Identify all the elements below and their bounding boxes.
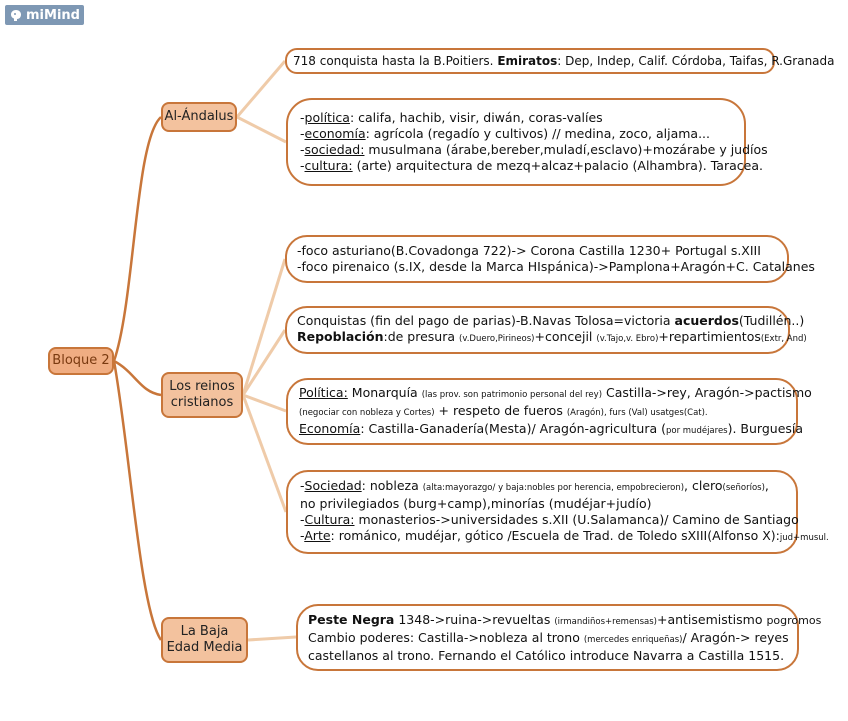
root-node-bloque-2[interactable]	[48, 347, 114, 375]
text-segment: -foco asturiano(B.Covadonga 722)-> Corona Castilla 1230+ Portugal s.XIII	[297, 243, 761, 258]
branch-connector-baja-edad	[114, 361, 161, 640]
leaf-text-line	[300, 142, 768, 158]
branch-node-baja-edad-media[interactable]	[161, 617, 248, 663]
text-segment: -	[300, 158, 305, 173]
text-segment: (alta:mayorazgo/ y baja:nobles por herencia, empobrecieron)	[422, 483, 685, 493]
leaf-text-line	[308, 630, 787, 648]
branch-node-al-andalus[interactable]	[161, 102, 237, 132]
text-segment: (arte) arquitectura de mezq+alcaz+palacio (Alhambra). Taracea.	[352, 158, 763, 173]
leaf-node-emiratos[interactable]	[285, 48, 835, 74]
leaf-text-line	[297, 259, 815, 275]
leaf-text-line	[300, 496, 784, 512]
text-segment: ,	[764, 478, 769, 493]
text-segment: jud+musul.	[779, 533, 829, 543]
leaf-text-line	[299, 403, 785, 421]
text-segment: :de presura	[383, 329, 460, 344]
leaf-text-line	[293, 53, 835, 69]
leaf-text-line	[300, 126, 732, 142]
branch-label-line: La Baja	[180, 624, 229, 639]
text-segment: -	[300, 126, 305, 141]
text-segment: -	[300, 142, 305, 157]
branch-label-line: Los reinos	[169, 379, 235, 394]
leaf-text-line	[300, 512, 799, 528]
leaf-connector-3	[243, 259, 285, 395]
root-label: Bloque 2	[52, 353, 110, 368]
text-segment: castellanos al trono. Fernando el Católico introduce Navarra a Castilla 1515.	[308, 647, 785, 663]
text-segment: acuerdos	[674, 313, 739, 328]
text-segment: (mercedes enriqueñas)	[583, 634, 683, 645]
text-segment: (negociar con nobleza y Cortes)	[299, 407, 435, 418]
text-segment: (v.Tajo,v. Ebro)	[596, 334, 659, 344]
text-segment: -foco pirenaico (s.IX, desde la Marca HIspánica)->Pamplona+Aragón+C. Catalanes	[297, 259, 815, 274]
leaf-text-line	[299, 420, 804, 439]
text-segment: Conquistas (fin del pago de parias)-B.Navas Tolosa=victoria	[297, 313, 675, 328]
text-segment: : Castilla-Ganadería(Mesta)/ Aragón-agricultura (	[360, 420, 666, 436]
branch-connector-reinos	[114, 361, 161, 395]
text-segment: (v.Duero,Pirineos)	[459, 334, 535, 344]
leaf-text-line	[300, 528, 829, 546]
text-segment: : románico, mudéjar, gótico /Escuela de Trad. de Toledo sXIII(Alfonso X):	[330, 528, 780, 543]
text-segment: Sociedad	[304, 478, 362, 493]
leaf-text-line	[297, 313, 805, 329]
leaf-text-line	[308, 648, 787, 664]
text-segment: Castilla->rey, Aragón->pactismo	[602, 384, 812, 400]
text-segment: (Aragón), furs (Val) usatges(Cat).	[566, 407, 708, 418]
branch-label-line: cristianos	[170, 395, 234, 410]
text-segment: (Tudillén..)	[738, 313, 805, 328]
leaf-connector-2	[237, 117, 286, 142]
leaf-text-line	[300, 158, 763, 174]
text-segment: cultura:	[304, 158, 353, 173]
leaf-node-conquistas[interactable]	[285, 306, 807, 354]
brain-icon	[9, 8, 23, 22]
text-segment: Cambio poderes: Castilla->nobleza al trono	[308, 629, 584, 645]
text-segment: : nobleza	[361, 478, 423, 493]
leaf-node-andalus-details[interactable]	[286, 98, 768, 186]
text-segment: : agrícola (regadío y cultivos) // medina, zoco, aljama...	[365, 126, 711, 141]
text-segment: Emiratos	[497, 54, 558, 68]
text-segment: 1348->ruina->revueltas	[394, 611, 555, 627]
text-segment: Peste Negra	[308, 611, 395, 627]
leaf-connector-4	[243, 330, 285, 395]
text-segment: (señoríos)	[722, 483, 765, 493]
text-segment: Monarquía	[347, 384, 422, 400]
text-segment: (Extr, And)	[760, 334, 807, 344]
text-segment: política	[304, 110, 350, 125]
text-segment: : califa, hachib, visir, diwán, coras-valíes	[349, 110, 603, 125]
text-segment: +concejil	[534, 329, 597, 344]
text-segment: -	[300, 110, 305, 125]
text-segment: (irmandiños+remensas)	[554, 616, 657, 627]
text-segment: -	[300, 512, 305, 527]
leaf-text-line	[300, 478, 784, 496]
text-segment: pogromos	[766, 613, 822, 627]
leaf-text-line	[299, 384, 812, 403]
leaf-connector-1	[237, 61, 285, 117]
text-segment: : Dep, Indep, Calif. Córdoba, Taifas, R.Granada	[557, 54, 835, 68]
text-segment: / Aragón-> reyes	[682, 629, 789, 645]
text-segment: , clero	[684, 478, 723, 493]
text-segment: sociedad:	[304, 142, 365, 157]
text-segment: Economía	[299, 420, 361, 436]
leaf-node-focos[interactable]	[285, 235, 815, 283]
leaf-node-sociedad-cultura[interactable]	[286, 470, 829, 554]
text-segment: ). Burguesía	[727, 420, 804, 436]
text-segment: Arte	[304, 528, 331, 543]
branch-connector-al-andalus	[114, 117, 161, 361]
mimind-logo	[5, 5, 84, 25]
branch-label-line: Edad Media	[166, 640, 243, 655]
text-segment: no privilegiados (burg+camp),minorías (mudéjar+judío)	[300, 496, 652, 511]
text-segment: por mudéjares	[665, 425, 728, 436]
leaf-node-peste-negra[interactable]	[296, 604, 822, 671]
leaf-connector-7	[248, 637, 296, 640]
text-segment: monasterios->universidades s.XII (U.Salamanca)/ Camino de Santiago	[354, 512, 799, 527]
text-segment: Repoblación	[297, 329, 384, 344]
leaf-text-line	[308, 611, 822, 630]
text-segment: Política:	[299, 384, 348, 400]
logo-text: miMind	[26, 7, 80, 23]
text-segment: Cultura:	[304, 512, 355, 527]
text-segment: +antisemistismo	[656, 611, 767, 627]
text-segment: + respeto de fueros	[434, 402, 567, 418]
branch-label-line: Al-Ándalus	[164, 109, 234, 124]
text-segment: economía	[304, 126, 366, 141]
text-segment: (las prov. son patrimonio personal del rey)	[421, 389, 603, 400]
leaf-text-line	[297, 243, 777, 259]
leaf-text-line	[300, 110, 732, 126]
leaf-text-line	[297, 329, 807, 347]
text-segment: +repartimientos	[658, 329, 761, 344]
leaf-connector-6	[243, 395, 286, 512]
text-segment: 718 conquista hasta la B.Poitiers.	[293, 54, 498, 68]
text-segment: -	[300, 478, 305, 493]
text-segment: musulmana (árabe,bereber,muladí,esclavo)+mozárabe y judíos	[364, 142, 768, 157]
branch-node-reinos-cristianos[interactable]	[161, 372, 243, 418]
text-segment: -	[300, 528, 305, 543]
leaf-node-politica-economia[interactable]	[286, 378, 812, 445]
